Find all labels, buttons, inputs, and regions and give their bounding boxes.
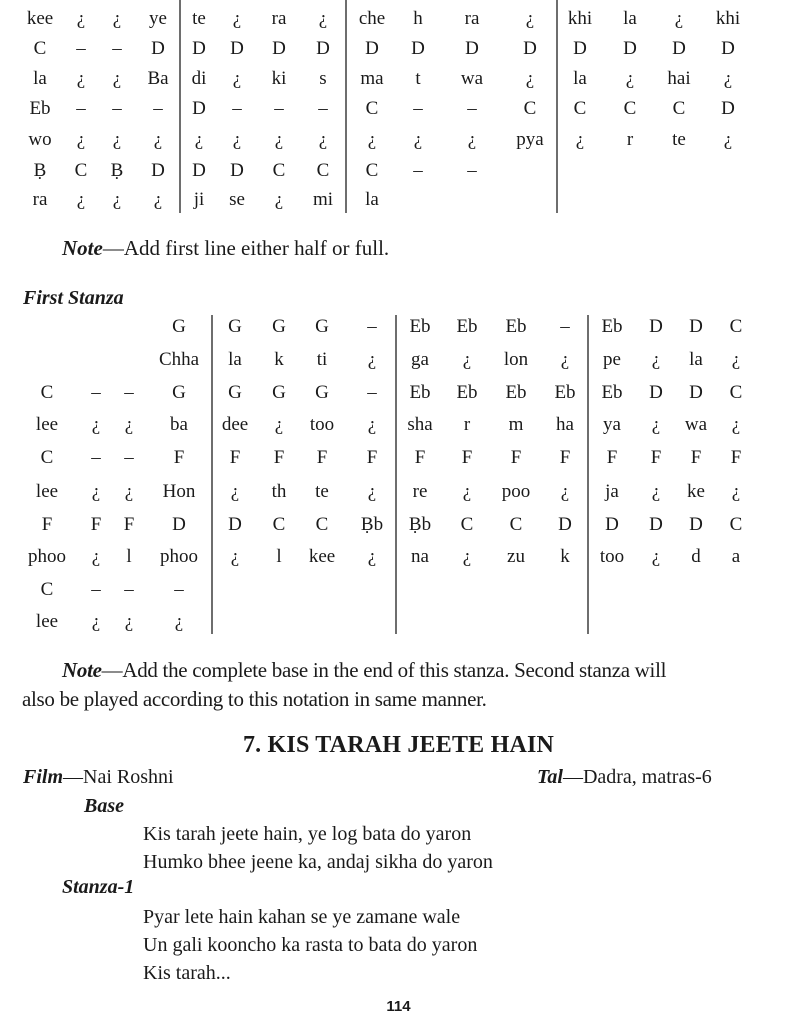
notation-cell: G [315, 316, 329, 337]
notation-cell: – [413, 160, 423, 181]
notation-cell: ¿ [367, 349, 377, 370]
notation-cell: – [124, 579, 134, 600]
notation-cell: lee [35, 414, 59, 435]
notation-cell: F [90, 514, 102, 535]
notation-cell: G [172, 316, 186, 337]
notation-cell: – [112, 98, 122, 119]
notation-cell: ji [193, 189, 205, 210]
notation-cell: – [232, 98, 242, 119]
notation-cell: C [40, 447, 54, 468]
notation-cell: a [731, 546, 741, 567]
notation-cell: te [672, 129, 686, 150]
notation-cell: C [272, 160, 286, 181]
notation-cell: dee [221, 414, 249, 435]
notation-cell: Ḅ [33, 160, 47, 181]
notation-cell: F [606, 447, 618, 468]
notation-cell: la [623, 8, 637, 29]
notation-cell: F [690, 447, 702, 468]
bar-divider [395, 315, 397, 634]
notation-cell: phoo [160, 546, 198, 567]
notation-cell: ¿ [153, 189, 163, 210]
notation-cell: t [415, 68, 421, 89]
notation-cell: C [40, 579, 54, 600]
notation-cell: poo [501, 481, 531, 502]
notation-cell: – [174, 579, 184, 600]
notation-cell: pya [516, 129, 544, 150]
bar-divider [587, 315, 589, 634]
notation-cell: ya [603, 414, 621, 435]
notation-cell: ¿ [274, 189, 284, 210]
notation-cell: pe [603, 349, 621, 370]
notation-cell: lee [35, 481, 59, 502]
notation-cell: D [230, 38, 244, 59]
notation-cell: Ḅb [360, 514, 384, 535]
notation-cell: la [33, 68, 47, 89]
notation-cell: ye [149, 8, 167, 29]
notation-cell: ¿ [723, 68, 733, 89]
notation-cell: hai [667, 68, 691, 89]
stanza-1-heading: Stanza-1 [62, 876, 135, 898]
notation-cell: – [112, 38, 122, 59]
notation-cell: – [124, 447, 134, 468]
notation-cell: Eb [601, 316, 623, 337]
notation-cell: ¿ [91, 414, 101, 435]
note-complete-base [62, 655, 666, 685]
notation-cell: C [365, 98, 379, 119]
notation-cell: ¿ [76, 129, 86, 150]
notation-cell: m [508, 414, 524, 435]
notation-cell: F [650, 447, 662, 468]
notation-cell: sha [407, 414, 433, 435]
notation-cell: la [689, 349, 703, 370]
notation-cell: l [276, 546, 282, 567]
notation-cell: Eb [409, 382, 431, 403]
notation-cell: F [414, 447, 426, 468]
notation-cell: D [465, 38, 479, 59]
notation-cell: – [91, 579, 101, 600]
notation-cell: – [76, 98, 86, 119]
notation-cell: ¿ [731, 481, 741, 502]
notation-cell: ¿ [174, 611, 184, 632]
notation-cell: kee [26, 8, 54, 29]
notation-cell: C [40, 382, 54, 403]
notation-cell: F [510, 447, 522, 468]
notation-cell: Eb [505, 316, 527, 337]
notation-cell: D [721, 98, 735, 119]
notation-cell: D [365, 38, 379, 59]
notation-cell: C [623, 98, 637, 119]
notation-cell: F [273, 447, 285, 468]
base-heading: Base [84, 795, 124, 817]
notation-cell: too [599, 546, 625, 567]
notation-cell: re [412, 481, 428, 502]
notation-cell: ¿ [76, 8, 86, 29]
notation-cell: Ḅ [110, 160, 124, 181]
notation-cell: h [413, 8, 423, 29]
notation-cell: la [365, 189, 379, 210]
notation-cell: ke [687, 481, 705, 502]
notation-cell: ¿ [625, 68, 635, 89]
notation-cell: Eb [456, 316, 478, 337]
page-number: 114 [386, 998, 411, 1015]
notation-cell: ¿ [367, 546, 377, 567]
notation-cell: khi [715, 8, 741, 29]
notation-cell: ki [271, 68, 287, 89]
notation-cell: ¿ [124, 414, 134, 435]
notation-cell: D [649, 514, 663, 535]
notation-cell: ¿ [91, 546, 101, 567]
note-label: Note [62, 236, 103, 260]
notation-cell: ¿ [525, 68, 535, 89]
notation-cell: D [151, 38, 165, 59]
notation-cell: te [315, 481, 329, 502]
notation-cell: Chha [158, 349, 200, 370]
notation-cell: C [315, 514, 329, 535]
notation-cell: ¿ [112, 8, 122, 29]
notation-cell: F [173, 447, 185, 468]
song-title: 7. KIS TARAH JEETE HAIN [242, 732, 555, 758]
notation-cell: Eb [601, 382, 623, 403]
notation-cell: ¿ [232, 68, 242, 89]
notation-cell: ¿ [467, 129, 477, 150]
notation-cell: ¿ [651, 349, 661, 370]
notation-cell: D [649, 316, 663, 337]
notation-cell: ¿ [194, 129, 204, 150]
notation-cell: D [230, 160, 244, 181]
notation-cell: – [76, 38, 86, 59]
notation-cell: Eb [409, 316, 431, 337]
notation-cell: G [272, 316, 286, 337]
notation-cell: D [151, 160, 165, 181]
tal-value: —Dadra, matras-6 [562, 766, 712, 788]
notation-cell: Hon [162, 481, 196, 502]
notation-cell: ra [32, 189, 48, 210]
notation-cell: wa [460, 68, 484, 89]
notation-cell: D [672, 38, 686, 59]
stanza-line-2: Un gali kooncho ka rasta to bata do yaron [143, 934, 478, 956]
bar-divider [211, 315, 213, 634]
notation-cell: D [411, 38, 425, 59]
notation-cell: F [461, 447, 473, 468]
notation-cell: G [272, 382, 286, 403]
notation-cell: ¿ [230, 481, 240, 502]
notation-cell: D [623, 38, 637, 59]
notation-cell: C [33, 38, 47, 59]
notation-cell: ¿ [674, 8, 684, 29]
notation-cell: Ḅb [408, 514, 432, 535]
notation-cell: C [573, 98, 587, 119]
notation-cell: ¿ [651, 481, 661, 502]
base-line-2: Humko bhee jeene ka, andaj sikha do yaron [143, 851, 493, 873]
notation-cell: – [124, 382, 134, 403]
notation-cell: khi [567, 8, 593, 29]
film-value: —Nai Roshni [63, 766, 174, 788]
notation-cell: ¿ [462, 349, 472, 370]
notation-cell: ¿ [367, 414, 377, 435]
notation-cell: G [172, 382, 186, 403]
notation-cell: la [228, 349, 242, 370]
notation-cell: te [192, 8, 206, 29]
notation-cell: F [229, 447, 241, 468]
notation-cell: ga [411, 349, 429, 370]
notation-cell: – [413, 98, 423, 119]
notation-cell: – [560, 316, 570, 337]
notation-cell: Eb [554, 382, 576, 403]
notation-cell: ¿ [232, 129, 242, 150]
notation-cell: ¿ [318, 129, 328, 150]
notation-cell: ¿ [112, 189, 122, 210]
notation-cell: ¿ [76, 189, 86, 210]
notation-cell: D [573, 38, 587, 59]
notation-cell: ¿ [462, 546, 472, 567]
notation-cell: ra [464, 8, 480, 29]
notation-cell: too [309, 414, 335, 435]
notation-cell: D [316, 38, 330, 59]
notation-cell: r [626, 129, 634, 150]
notation-cell: D [228, 514, 242, 535]
notation-cell: – [467, 160, 477, 181]
notation-cell: ¿ [232, 8, 242, 29]
notation-cell: Ba [147, 68, 169, 89]
notation-cell: Eb [456, 382, 478, 403]
film-label: Film [23, 766, 64, 788]
notation-cell: C [509, 514, 523, 535]
notation-cell: D [172, 514, 186, 535]
notation-cell: C [672, 98, 686, 119]
notation-cell: ¿ [723, 129, 733, 150]
notation-cell: ¿ [112, 129, 122, 150]
notation-cell: ¿ [651, 546, 661, 567]
notation-cell: – [367, 316, 377, 337]
notation-cell: – [91, 382, 101, 403]
notation-cell: zu [507, 546, 525, 567]
notation-cell: D [558, 514, 572, 535]
notation-cell: D [605, 514, 619, 535]
notation-cell: D [192, 160, 206, 181]
notation-cell: D [192, 38, 206, 59]
notation-cell: ma [360, 68, 384, 89]
tal-info [537, 766, 712, 789]
notation-cell: ¿ [413, 129, 423, 150]
notation-cell: r [463, 414, 471, 435]
notation-cell: F [41, 514, 53, 535]
notation-cell: ba [170, 414, 188, 435]
notation-cell: wa [684, 414, 708, 435]
notation-cell: G [228, 382, 242, 403]
notation-cell: mi [312, 189, 334, 210]
notation-cell: C [460, 514, 474, 535]
stanza-line-1: Pyar lete hain kahan se ye zamane wale [143, 906, 461, 928]
notation-cell: Eb [29, 98, 51, 119]
note-text: —Add first line either half or full. [102, 236, 390, 260]
notation-cell: wo [28, 129, 52, 150]
film-info [23, 766, 174, 789]
notation-cell: D [272, 38, 286, 59]
notation-cell: D [721, 38, 735, 59]
notation-cell: ¿ [462, 481, 472, 502]
notation-cell: ¿ [731, 414, 741, 435]
notation-cell: ¿ [367, 481, 377, 502]
notation-cell: la [573, 68, 587, 89]
notation-cell: ¿ [274, 129, 284, 150]
notation-cell: kee [308, 546, 336, 567]
notation-cell: k [560, 546, 570, 567]
notation-cell: C [272, 514, 286, 535]
notation-cell: F [316, 447, 328, 468]
note-complete-base-continued: also be played according to this notation in same manner. [22, 687, 487, 711]
notation-cell: ¿ [112, 68, 122, 89]
note-text: —Add the complete base in the end of this stanza. Second stanza will [101, 658, 667, 682]
first-stanza-heading: First Stanza [23, 287, 124, 309]
notation-cell: ¿ [124, 481, 134, 502]
notation-cell: F [559, 447, 571, 468]
notation-cell: k [274, 349, 284, 370]
notation-cell: – [274, 98, 284, 119]
notation-cell: ti [316, 349, 328, 370]
notation-cell: D [523, 38, 537, 59]
notation-cell: – [153, 98, 163, 119]
notation-cell: ¿ [274, 414, 284, 435]
notation-cell: ¿ [651, 414, 661, 435]
notation-cell: D [689, 382, 703, 403]
notation-cell: lon [503, 349, 529, 370]
notation-cell: ja [605, 481, 619, 502]
notation-cell: na [411, 546, 429, 567]
notation-cell: ¿ [153, 129, 163, 150]
notation-cell: C [74, 160, 88, 181]
notation-cell: C [365, 160, 379, 181]
notation-cell: ha [556, 414, 574, 435]
notation-cell: ¿ [560, 349, 570, 370]
notation-cell: che [358, 8, 386, 29]
notation-cell: – [91, 447, 101, 468]
notation-cell: C [523, 98, 537, 119]
notation-cell: C [729, 514, 743, 535]
tal-label: Tal [537, 766, 563, 788]
notation-cell: G [228, 316, 242, 337]
notation-cell: ¿ [731, 349, 741, 370]
notation-cell: lee [35, 611, 59, 632]
notation-cell: D [689, 514, 703, 535]
notation-cell: phoo [28, 546, 66, 567]
notation-cell: G [315, 382, 329, 403]
notation-cell: Eb [505, 382, 527, 403]
notation-cell: – [318, 98, 328, 119]
notation-cell: ¿ [91, 481, 101, 502]
notation-cell: C [729, 382, 743, 403]
notation-cell: d [691, 546, 701, 567]
notation-cell: – [467, 98, 477, 119]
notation-cell: F [366, 447, 378, 468]
notation-cell: ¿ [76, 68, 86, 89]
notation-cell: ¿ [91, 611, 101, 632]
notation-cell: – [367, 382, 377, 403]
notation-cell: ¿ [525, 8, 535, 29]
note-label: Note [62, 658, 102, 682]
notation-cell: ¿ [367, 129, 377, 150]
notation-cell: F [730, 447, 742, 468]
notation-cell: ¿ [124, 611, 134, 632]
notation-cell: D [649, 382, 663, 403]
notation-cell: di [191, 68, 207, 89]
notation-cell: ¿ [230, 546, 240, 567]
stanza-line-3: Kis tarah... [143, 962, 231, 984]
notation-cell: C [316, 160, 330, 181]
notation-cell: C [729, 316, 743, 337]
notation-cell: s [319, 68, 327, 89]
notation-cell: D [192, 98, 206, 119]
notation-cell: D [689, 316, 703, 337]
notation-cell: th [271, 481, 287, 502]
notation-cell: ¿ [318, 8, 328, 29]
notation-cell: ra [271, 8, 287, 29]
notation-cell: ¿ [575, 129, 585, 150]
notation-cell: l [126, 546, 132, 567]
notation-cell: se [229, 189, 245, 210]
notation-cell: F [123, 514, 135, 535]
base-line-1: Kis tarah jeete hain, ye log bata do yaron [143, 823, 472, 845]
notation-cell: ¿ [560, 481, 570, 502]
